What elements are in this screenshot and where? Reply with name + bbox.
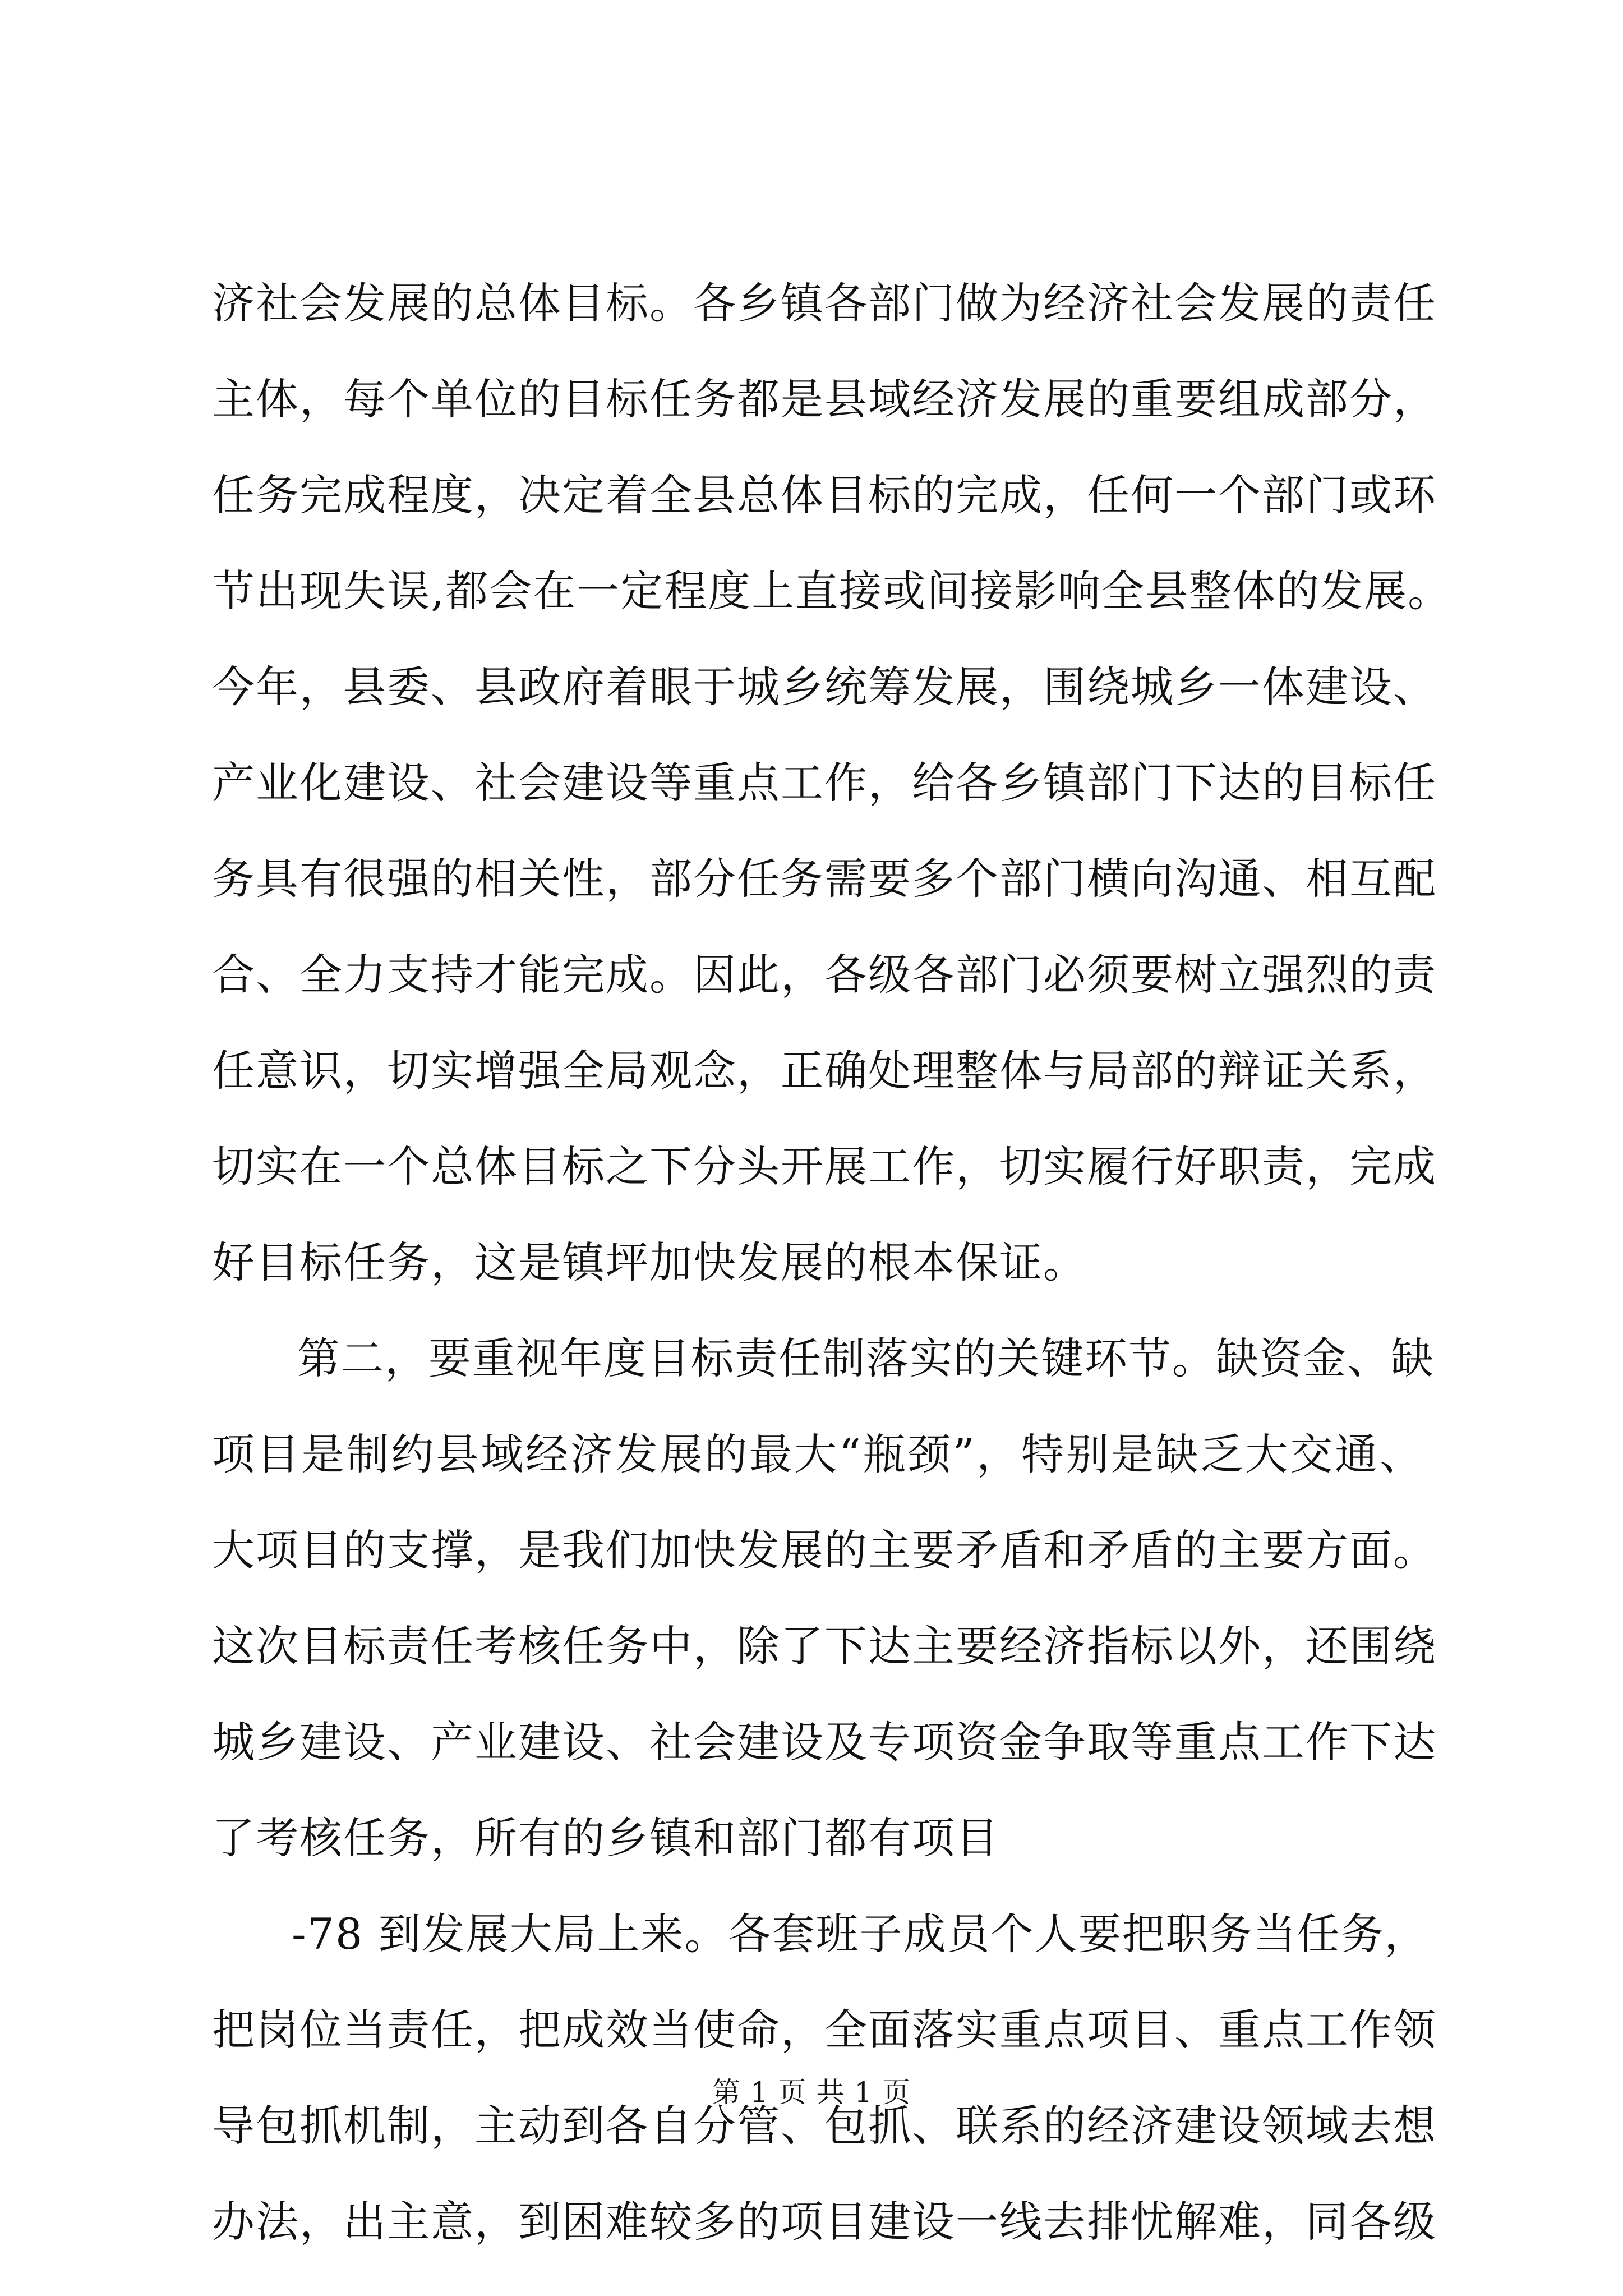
text-line: 切实在一个总体目标之下分头开展工作，切实履行好职责，完成 <box>212 1142 1437 1191</box>
text-line: 把岗位当责任，把成效当使命，全面落实重点项目、重点工作领 <box>212 2005 1437 2055</box>
paragraph-first-line: -78 到发展大局上来。各套班子成员个人要把职务当任务， <box>292 1909 1428 1959</box>
text-line: 产业化建设、社会建设等重点工作，给各乡镇部门下达的目标任 <box>212 758 1437 808</box>
text-line: 今年，县委、县政府着眼于城乡统筹发展，围绕城乡一体建设、 <box>212 662 1437 712</box>
text-line: 任务完成程度，决定着全县总体目标的完成，任何一个部门或环 <box>212 470 1437 520</box>
text-line: 任意识，切实增强全局观念，正确处理整体与局部的辩证关系， <box>212 1046 1437 1096</box>
text-line: 导包抓机制，主动到各自分管、包抓、联系的经济建设领域去想 <box>212 2101 1437 2151</box>
text-line: 这次目标责任考核任务中，除了下达主要经济指标以外，还围绕 <box>212 1621 1437 1671</box>
paragraph-first-line: 第二，要重视年度目标责任制落实的关键环节。缺资金、缺 <box>297 1333 1435 1383</box>
page-number-footer: 第 1 页 共 1 页 <box>712 2076 911 2109</box>
text-line: 务具有很强的相关性，部分任务需要多个部门横向沟通、相互配 <box>212 854 1437 904</box>
text-line: 节出现失误,都会在一定程度上直接或间接影响全县整体的发展。 <box>212 566 1452 616</box>
text-line: 城乡建设、产业建设、社会建设及专项资金争取等重点工作下达 <box>212 1717 1437 1767</box>
text-line: 合、全力支持才能完成。因此，各级各部门必须要树立强烈的责 <box>212 950 1437 1000</box>
text-line: 好目标任务，这是镇坪加快发展的根本保证。 <box>212 1237 1087 1287</box>
text-line: 项目是制约县域经济发展的最大“瓶颈”，特别是缺乏大交通、 <box>212 1429 1423 1479</box>
text-line: 大项目的支撑，是我们加快发展的主要矛盾和矛盾的主要方面。 <box>212 1525 1437 1575</box>
text-line: 了考核任务，所有的乡镇和部门都有项目 <box>212 1813 999 1863</box>
document-body <box>212 255 1452 2270</box>
text-line: 办法，出主意，到困难较多的项目建设一线去排忧解难，同各级 <box>212 2197 1437 2247</box>
text-line: 主体，每个单位的目标任务都是县域经济发展的重要组成部分， <box>212 374 1437 424</box>
text-line: 济社会发展的总体目标。各乡镇各部门做为经济社会发展的责任 <box>212 278 1437 328</box>
